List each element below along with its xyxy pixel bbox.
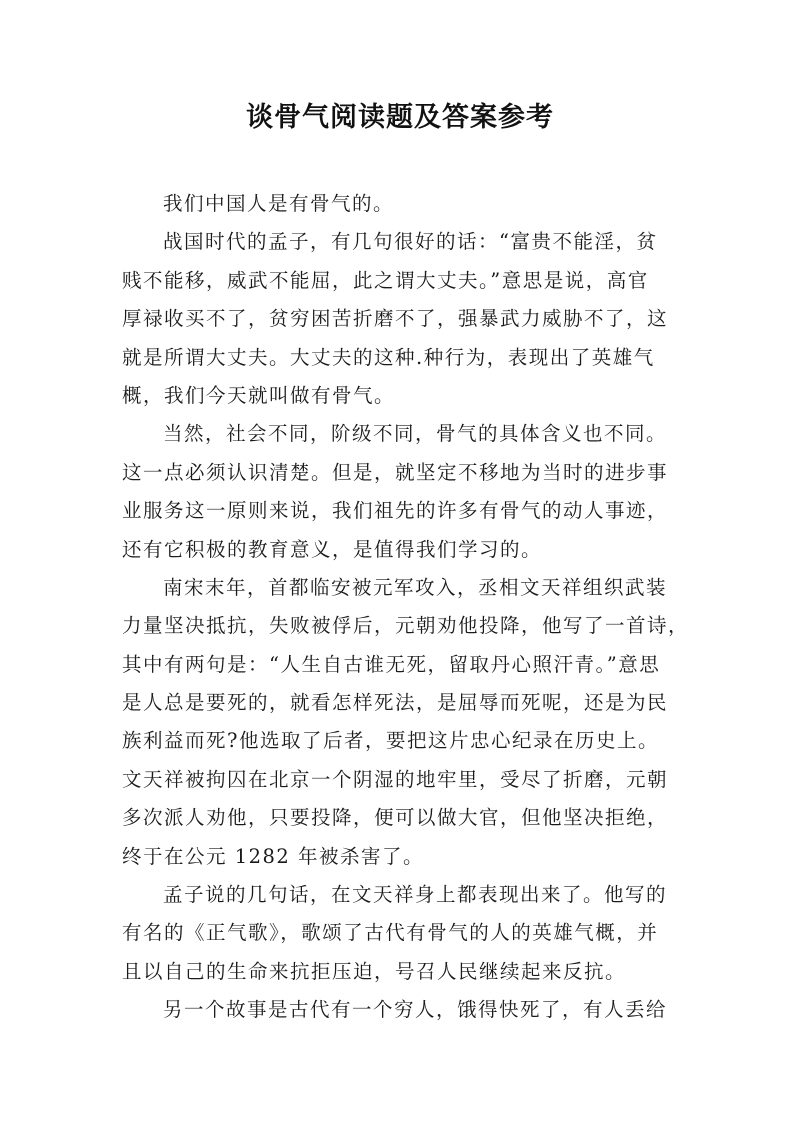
paragraph-line: 贱不能移，威武不能屈，此之谓大丈夫。”意思是说，高官 xyxy=(122,268,649,292)
paragraph-line: 文天祥被拘囚在北京一个阴湿的地牢里，受尽了折磨，元朝 xyxy=(122,767,669,791)
paragraph-line: 还有它积极的教育意义，是值得我们学习的。 xyxy=(122,537,543,561)
paragraph-line: 厚禄收买不了，贫穷困苦折磨不了，强暴武力威胁不了，这 xyxy=(122,307,669,331)
paragraph-line: 我们中国人是有骨气的。 xyxy=(163,192,395,215)
paragraph-line: 终于在公元 1282 年被杀害了。 xyxy=(122,844,425,868)
paragraph-line: 概，我们今天就叫做有骨气。 xyxy=(122,383,396,407)
document-title: 谈骨气阅读题及答案参考 xyxy=(246,102,554,133)
paragraph-line: 这一点必须认识清楚。但是，就坚定不移地为当时的进步事 xyxy=(122,460,669,484)
paragraph-line: 且以自己的生命来抗拒压迫，号召人民继续起来反抗。 xyxy=(122,959,627,983)
paragraph-line: 业服务这一原则来说，我们祖先的许多有骨气的动人事迹， xyxy=(122,499,669,523)
paragraph-line: 战国时代的孟子，有几句很好的话：“富贵不能淫，贫 xyxy=(163,230,658,254)
paragraph-line: 族利益而死?他选取了后者，要把这片忠心纪录在历史上。 xyxy=(122,729,659,753)
paragraph-line: 力量坚决抵抗，失败被俘后，元朝劝他投降，他写了一首诗， xyxy=(122,614,690,638)
paragraph-line: 南宋末年，首都临安被元军攻入，丞相文天祥组织武装 xyxy=(163,575,668,599)
paragraph-line: 就是所谓大丈夫。大丈夫的这种.种行为，表现出了英雄气 xyxy=(122,345,655,369)
paragraph-line: 孟子说的几句话，在文天祥身上都表现出来了。他写的 xyxy=(163,883,668,907)
paragraph-line: 另一个故事是古代有一个穷人，饿得快死了，有人丢给 xyxy=(163,998,668,1022)
paragraph-line: 当然，社会不同，阶级不同，骨气的具体含义也不同。 xyxy=(163,422,668,446)
paragraph-line: 其中有两句是：“人生自古谁无死，留取丹心照汗青。”意思 xyxy=(122,652,661,676)
document-body xyxy=(122,185,696,1030)
paragraph-line: 是人总是要死的，就看怎样死法，是屈辱而死呢，还是为民 xyxy=(122,691,669,715)
paragraph-line: 多次派人劝他，只要投降，便可以做大官，但他坚决拒绝， xyxy=(122,806,669,830)
paragraph-line: 有名的《正气歌》，歌颂了古代有骨气的人的英雄气概，并 xyxy=(122,921,659,945)
